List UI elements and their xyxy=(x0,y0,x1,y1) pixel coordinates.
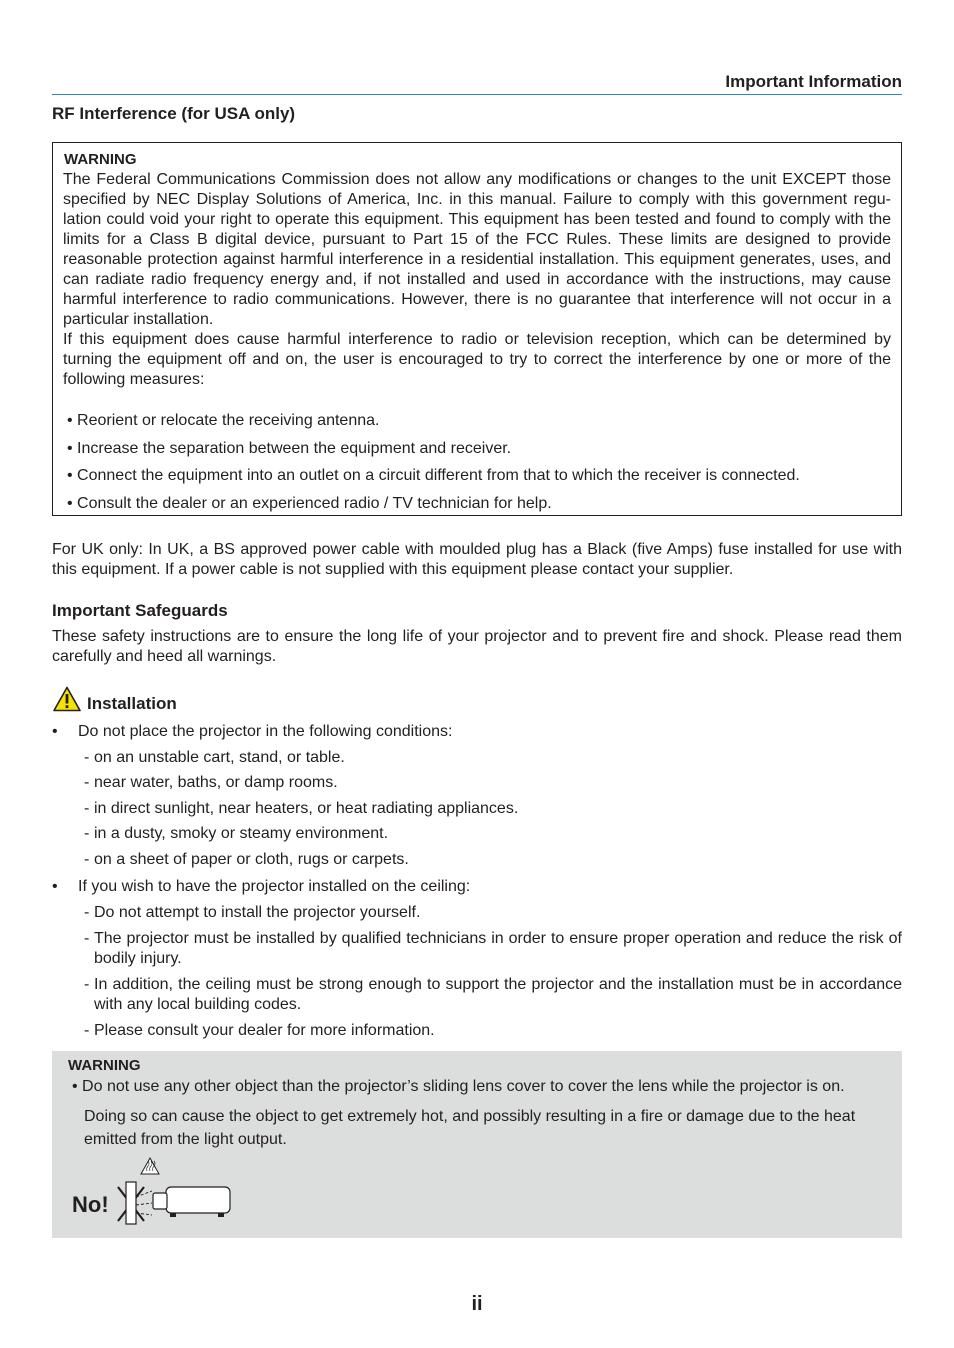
list-item: - in direct sunlight, near heaters, or heat radiating appliances. xyxy=(84,800,519,817)
list-item: • Connect the equipment into an outlet on a circuit different from that to which the receiver is connected. xyxy=(67,467,800,485)
list-item: - on an unstable cart, stand, or table. xyxy=(84,749,345,766)
lens-warning-box xyxy=(52,1051,902,1238)
dash-mark: - xyxy=(84,930,90,947)
running-header xyxy=(52,72,902,95)
rf-warning-para-1: The Federal Communications Commission does not allow any modifications or changes to the unit EXCEPT those specified by NEC Display Solutions of America, Inc. in this manual. Failure to comply with this government regu-lation could void your right to operate this equipment. This equipment has been tested and found to comply with the limits for a Class B digital device, pursuant to Part 15 of the FCC Rules. These limits are designed to provide reasonable protection against harmful interference in a residential installation. This equipment generates, uses, and can radiate radio frequency energy and, if not installed and used in accordance with the instructions, may cause harmful interference to radio communications. However, there is no guarantee that interference will not occur in a particular installation. xyxy=(63,171,891,328)
list-item: - on a sheet of paper or cloth, rugs or carpets. xyxy=(84,851,409,868)
page-number: ii xyxy=(471,1293,483,1315)
dash-mark: - xyxy=(84,800,90,817)
bullet-mark: • xyxy=(52,723,58,740)
lens-warning-line-2: Doing so can cause the object to get extremely hot, and possibly resulting in a fire or damage due to the heat emitted from the light output. xyxy=(84,1108,856,1148)
rf-heading: RF Interference (for USA only) xyxy=(52,104,296,123)
lens-warning-label: WARNING xyxy=(68,1057,141,1074)
rf-measures-list xyxy=(67,411,800,522)
dash-mark: - xyxy=(84,1022,90,1039)
dash-mark: - xyxy=(84,825,90,842)
dash-mark: - xyxy=(84,904,90,921)
list-item: • Increase the separation between the equipment and receiver. xyxy=(67,439,512,457)
dash-mark: - xyxy=(84,749,90,766)
safeguards-heading: Important Safeguards xyxy=(52,601,228,620)
rf-warning-para-2: If this equipment does cause harmful interference to radio or television reception, which can be determined by turning the equipment off and on, the user is encouraged to try to correct the interference by one or more of the following measures: xyxy=(63,331,891,388)
list-item: - In addition, the ceiling must be strong enough to support the projector and the installation must be in accordance with any local building codes. xyxy=(84,976,902,1013)
uk-note: For UK only: In UK, a BS approved power cable with moulded plug has a Black (five Amps) fuse installed for use with this equipment. If a power cable is not supplied with this equipment please contact your supplier. xyxy=(52,541,902,578)
bullet-text: Do not place the projector in the following conditions: xyxy=(78,723,453,740)
dash-mark: - xyxy=(84,976,90,993)
list-item: - The projector must be installed by qualified technicians in order to ensure proper operation and reduce the risk of bodily injury. xyxy=(84,930,902,967)
bullet-text: If you wish to have the projector installed on the ceiling: xyxy=(78,878,471,895)
no-lens-cover-illustration xyxy=(70,1155,270,1225)
safeguards-intro: These safety instructions are to ensure the long life of your projector and to prevent fire and shock. Please read them carefully and heed all warnings. xyxy=(52,628,902,665)
list-item: - Please consult your dealer for more information. xyxy=(84,1022,435,1039)
rf-warning-label: WARNING xyxy=(64,151,137,168)
list-item: - in a dusty, smoky or steamy environment. xyxy=(84,825,389,842)
hot-warning-icon xyxy=(141,1158,159,1174)
list-item: • Consult the dealer or an experienced radio / TV technician for help. xyxy=(67,495,552,513)
list-item: • Reorient or relocate the receiving antenna. xyxy=(67,412,380,429)
installation-title: Installation xyxy=(87,694,177,713)
rf-warning-text xyxy=(63,170,891,390)
list-item: - near water, baths, or damp rooms. xyxy=(84,774,338,791)
projector-icon xyxy=(153,1187,230,1217)
rf-warning-box xyxy=(52,142,902,516)
bullet-mark: • xyxy=(52,878,58,895)
list-item: - Do not attempt to install the projector yourself. xyxy=(84,904,421,921)
caution-triangle-icon xyxy=(53,686,81,712)
header-title: Important Information xyxy=(725,72,902,91)
dash-mark: - xyxy=(84,774,90,791)
dash-mark: - xyxy=(84,851,90,868)
cross-mark-icon xyxy=(118,1182,144,1224)
lens-warning-line-1: • Do not use any other object than the projector’s sliding lens cover to cover the lens while the projector is on. xyxy=(72,1078,845,1095)
no-label: No! xyxy=(72,1192,109,1217)
